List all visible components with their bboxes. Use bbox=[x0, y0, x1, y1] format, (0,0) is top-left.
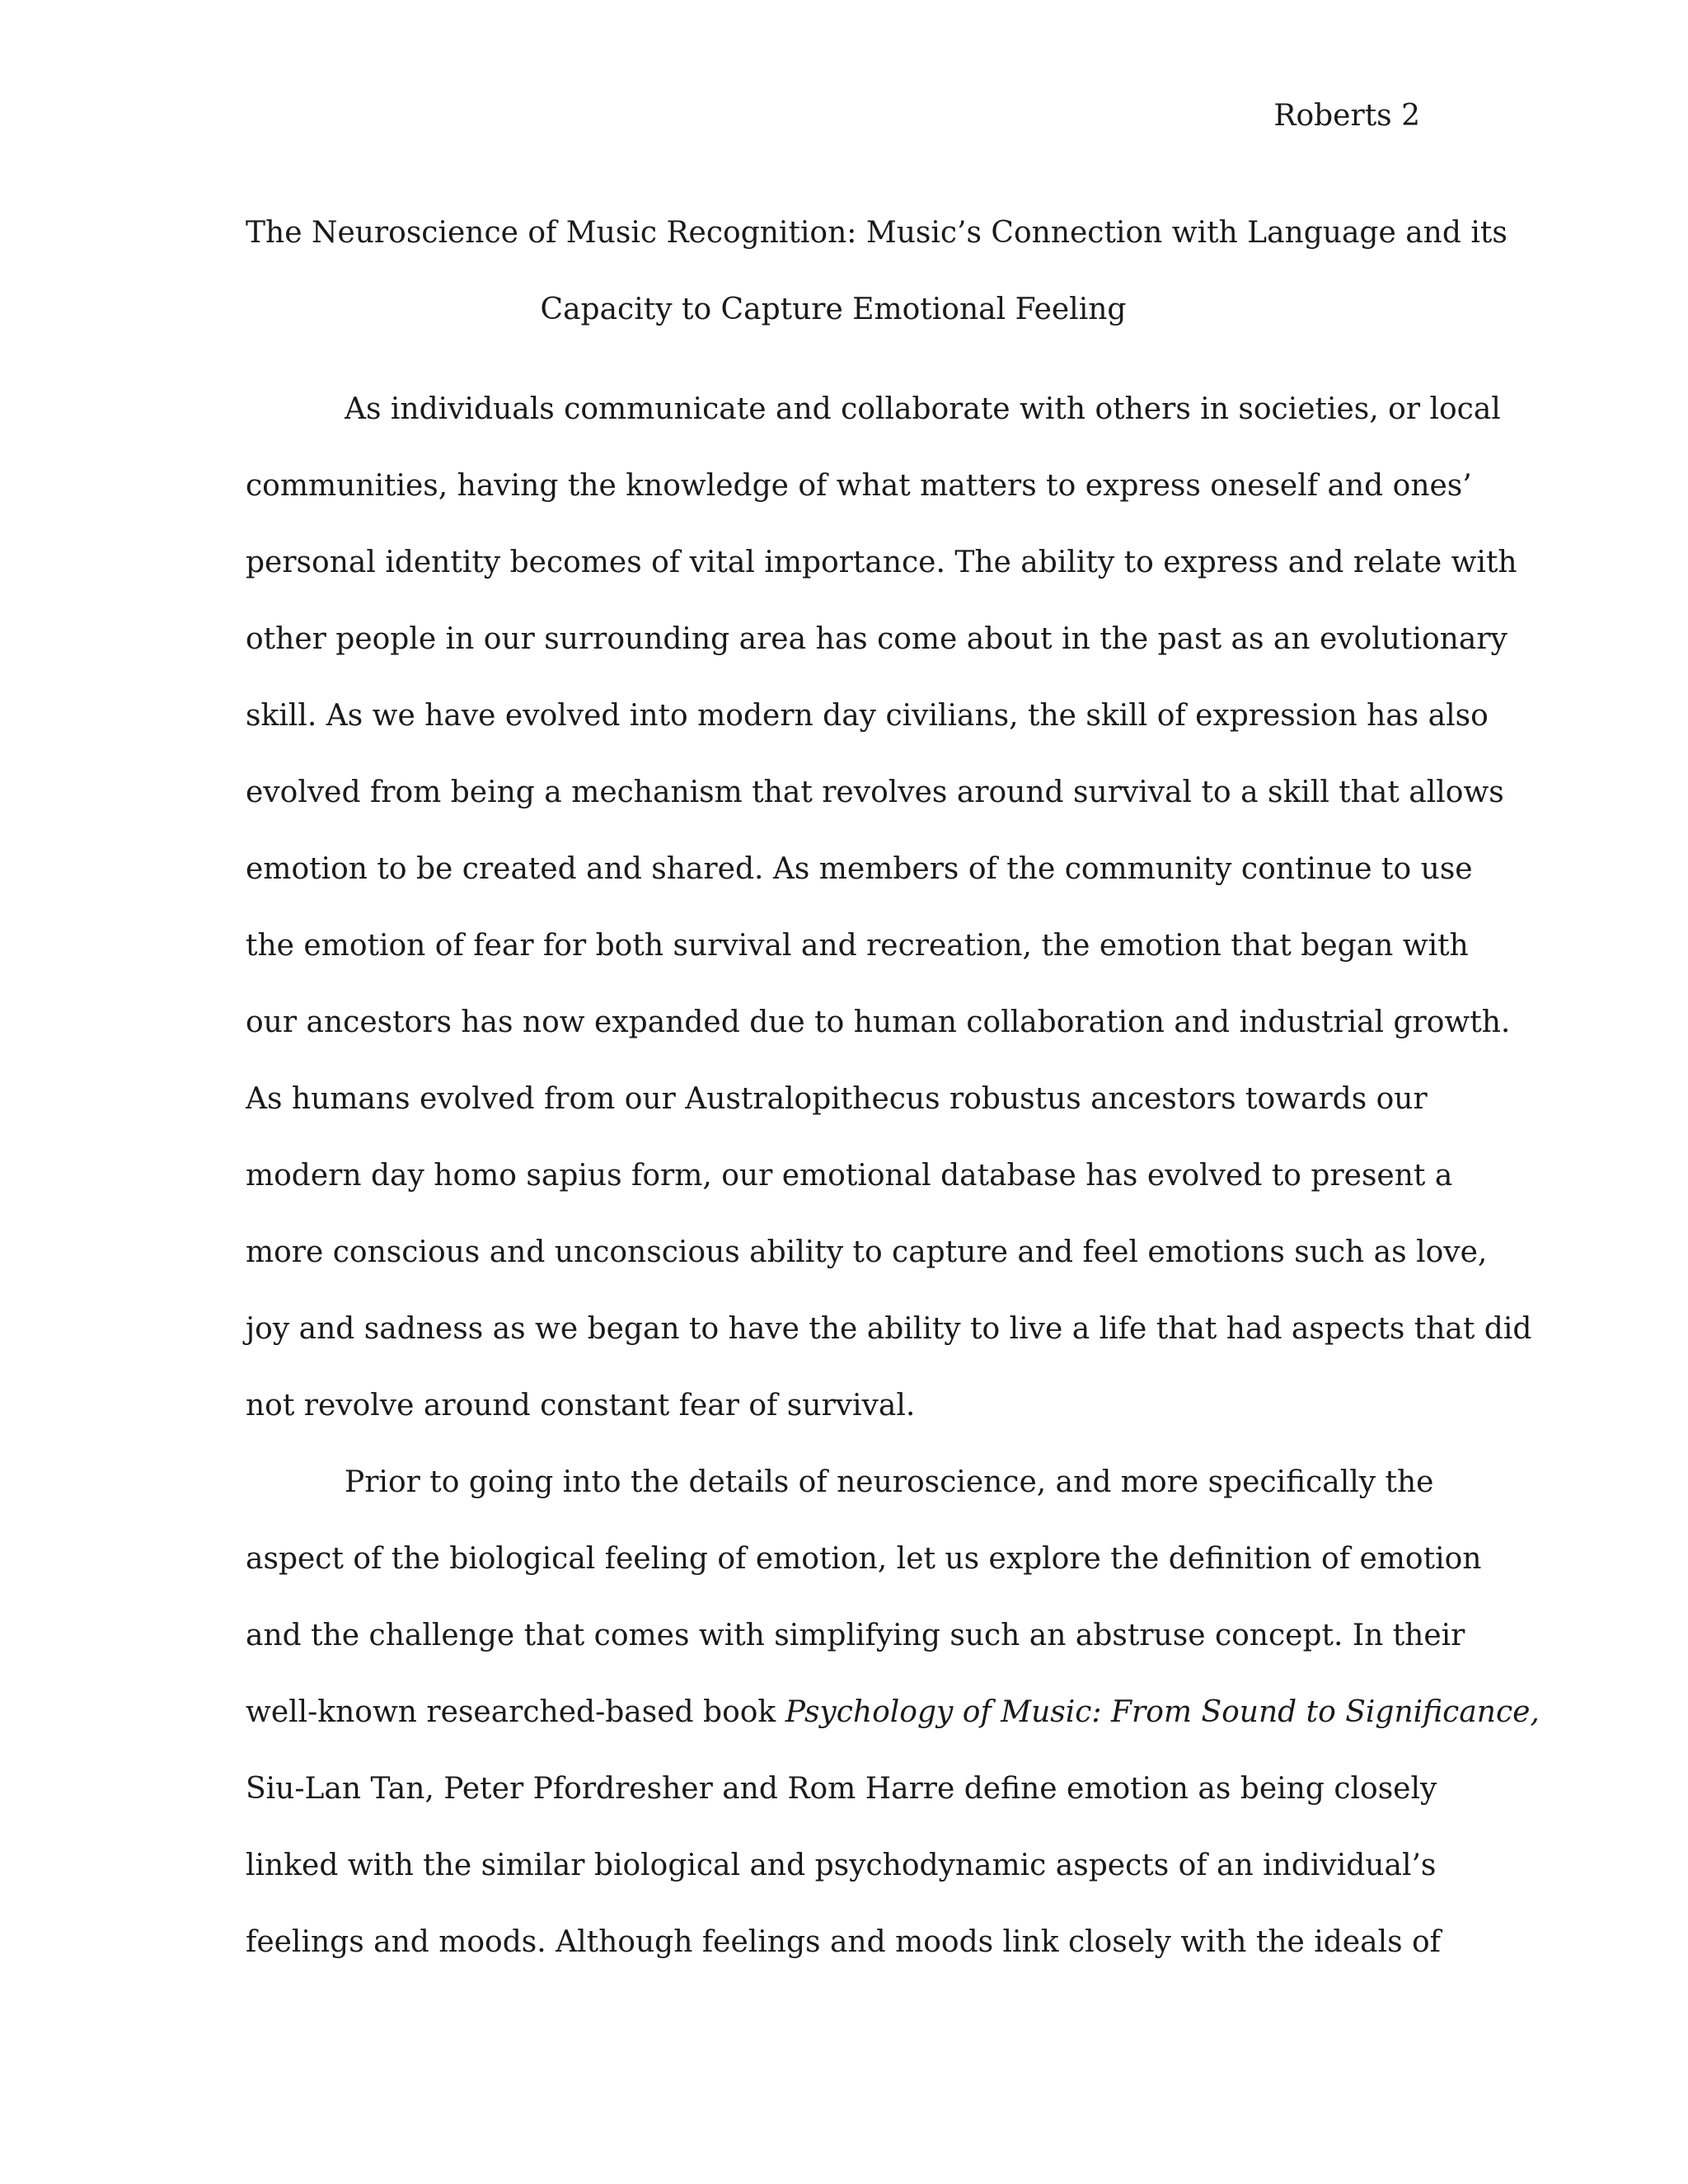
page-number-header: Roberts 2 bbox=[1273, 99, 1420, 133]
book-title: Psychology of Music: From Sound to Significance, bbox=[785, 1695, 1540, 1729]
body-line: personal identity becomes of vital importance. The ability to express and relate with bbox=[246, 546, 1517, 579]
body-line: more conscious and unconscious ability to capture and feel emotions such as love, bbox=[246, 1235, 1488, 1269]
body-line: our ancestors has now expanded due to human collaboration and industrial growth. bbox=[246, 1005, 1511, 1039]
body-line: other people in our surrounding area has come about in the past as an evolutionary bbox=[246, 622, 1507, 656]
body-line: the emotion of fear for both survival and recreation, the emotion that began with bbox=[246, 929, 1469, 963]
body-line-text: well-known researched-based book bbox=[246, 1695, 785, 1729]
title-line: Capacity to Capture Emotional Feeling bbox=[540, 293, 1127, 326]
body-line: As individuals communicate and collaborate with others in societies, or local bbox=[345, 392, 1501, 426]
body-line: and the challenge that comes with simplifying such an abstruse concept. In their bbox=[246, 1619, 1465, 1652]
body-line: Prior to going into the details of neuroscience, and more specifically the bbox=[345, 1465, 1434, 1499]
body-line: feelings and moods. Although feelings and moods link closely with the ideals of bbox=[246, 1925, 1442, 1959]
essay-body bbox=[246, 371, 1540, 1980]
body-line: aspect of the biological feeling of emotion, let us explore the definition of emotion bbox=[246, 1542, 1482, 1576]
body-line: Siu-Lan Tan, Peter Pfordresher and Rom Harre define emotion as being closely bbox=[246, 1772, 1437, 1806]
body-line: As humans evolved from our Australopithecus robustus ancestors towards our bbox=[246, 1082, 1428, 1116]
body-line bbox=[246, 1674, 1540, 1750]
essay-title bbox=[246, 194, 1507, 348]
body-line: modern day homo sapius form, our emotional database has evolved to present a bbox=[246, 1159, 1453, 1193]
body-line: joy and sadness as we began to have the ability to live a life that had aspects that did bbox=[246, 1312, 1532, 1346]
body-line: not revolve around constant fear of survival. bbox=[246, 1389, 916, 1422]
body-line: skill. As we have evolved into modern day civilians, the skill of expression has also bbox=[246, 699, 1489, 733]
paragraph-1 bbox=[246, 371, 1532, 1444]
paragraph-2 bbox=[246, 1444, 1540, 1980]
body-line: linked with the similar biological and psychodynamic aspects of an individual’s bbox=[246, 1849, 1437, 1882]
body-line: evolved from being a mechanism that revolves around survival to a skill that allows bbox=[246, 776, 1504, 809]
body-line: communities, having the knowledge of what matters to express oneself and ones’ bbox=[246, 469, 1472, 503]
body-line: emotion to be created and shared. As members of the community continue to use bbox=[246, 852, 1473, 886]
title-line: The Neuroscience of Music Recognition: Music’s Connection with Language and its bbox=[246, 216, 1507, 250]
